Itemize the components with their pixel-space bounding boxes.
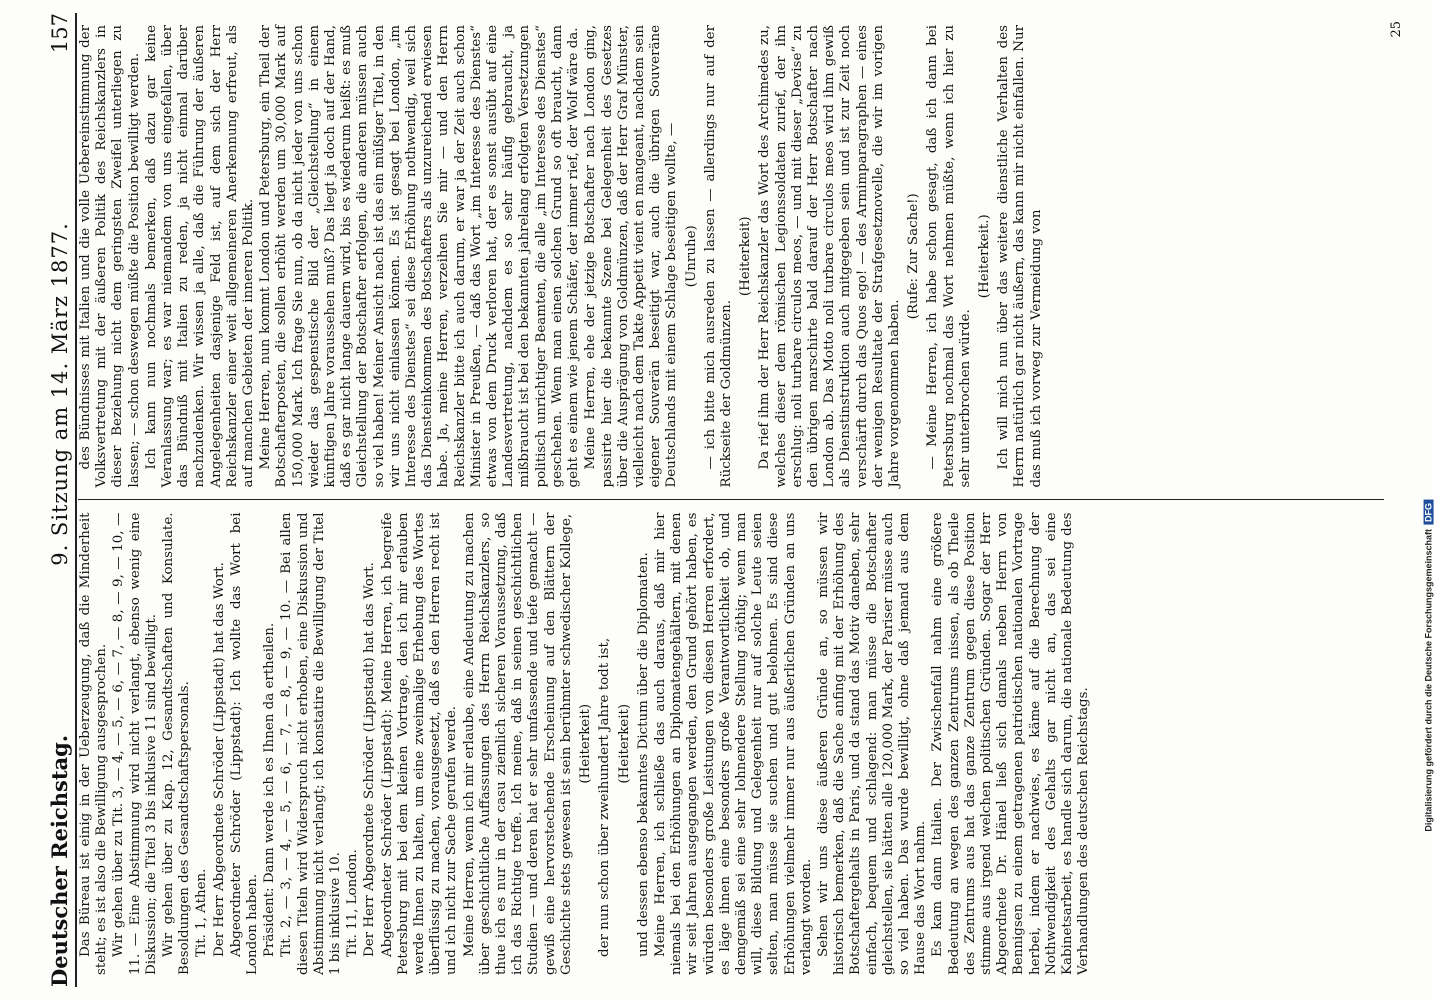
paragraph: (Heiterkeit)	[738, 216, 754, 297]
paragraph: Tit. 2, — 3, — 4, — 5, — 6, — 7, — 8, — 9, — 10. — Bei allen diesen Titeln wird Widerspruch nicht erhoben, eine Diskussion und Abstimmung nicht verlangt; ich konstatire die Bewilligung der Titel 1 bis inklusive 10.	[279, 512, 344, 975]
running-header	[32, 13, 77, 987]
paragraph: Tit. 11, London.	[345, 849, 361, 957]
paragraph: Tit. 1, Athen.	[194, 868, 210, 957]
digitization-credit	[1405, 0, 1433, 1000]
paragraph: Das Büreau ist einig in der Ueberzeugung, daß die Minderheit steht; es ist also die Bewilligung ausgesprochen.	[78, 512, 110, 975]
page-number: 157	[48, 13, 72, 54]
paragraph: Ich kann nun nochmals bemerken, daß dazu gar keine Veranlassung war; es war niemandem von uns eingefallen, über das Bündniß mit Italien zu reden, ja nicht einmal darüber nachzudenken. Wir wissen ja alle, daß die Führung der äußeren Angelegenheiten dasjenige Feld ist, auf dem sich der Herr Reichskanzler einer weit allgemeineren Anerkennung erfreut, als auf manchen Gebieten der inneren Politik.	[143, 25, 257, 488]
paragraph: Abgeordneter Schröder (Lippstadt): Meine Herren, ich begreife Petersburg mit bei dem kleinen Vortrage, den ich mir erlauben werde Ihnen zu halten, um eine zweimalige Erhebung des Wortes überflüssig zu machen, vorausgesetzt, daß es den Herren recht ist und ich nicht zur Sache gerufen werde.	[379, 512, 460, 975]
paragraph: (Unruhe)	[683, 225, 699, 288]
rotated-page-content	[26, 5, 1406, 995]
paragraph: Präsident: Dann werde ich es Ihnen da ertheilen.	[262, 622, 278, 957]
paragraph: Da rief ihm der Herr Reichskanzler das Wort des Archimedes zu, welches dieser dem römischen Legionssoldaten zurief, der ihn erschlug: noli turbare circulos meos, — und mit dieser „Devise“ zu den übrigen marschirte bald darauf der Herr Botschafter nach London ab. Das Motto noli turbare circulos meos wird ihm gewiß als Dienstinstruktion auch mitgegeben sein und ist zur Zeit noch verschärft durch das Quos ego! — des Armimparagraphen — eines der wenigen Resultate der Strafgesetznovelle, die wir im vorigen Jahre vorgenommen haben.	[757, 25, 902, 488]
paragraph: Wir gehen über zu Kap. 12, Gesandtschaften und Konsulate. Besoldungen des Gesandtschaftspersonals.	[161, 512, 193, 975]
paragraph: Meine Herren, nun kommt London und Petersburg, ein Theil der Botschafterposten, die sollen erhöht werden um 30,000 Mark auf 150,000 Mark. Ich frage Sie nun, ob da nicht jeder von uns schon wieder das gespenstische Bild der „Gleichstellung“ in einem künftigen Jahre voraussehen muß? Das liegt ja doch auf der Hand, daß es gar nicht lange dauern wird, bis es wiederum heißt: es muß Gleichstellung der Botschafter erfolgen, die anderen müssen auch so viel haben! Meiner Ansicht nach ist das ein müßiger Titel, in den wir uns nicht einlassen können. Es ist gesagt bei London, „im Interesse des Dienstes“ sei diese Erhöhung nothwendig, weil sich das Diensteinkommen des Botschafters als unzureichend erwiesen habe. Ja, meine Herren, verzeihen Sie mir — und den Herrn Reichskanzler bitte ich auch darum, er war ja der Zeit auch schon Minister in Preußen, — daß das Wort „im Interesse des Dienstes“ etwas von dem Druck verloren hat, der es sonst ausübt auf eine Landesvertretung, nachdem es so sehr häufig gebraucht, ja mißbraucht ist bei den bekannten jahrelang erfolgten Versetzungen politisch unrichtiger Beamten, die alle „im Interesse des Dienstes“ geschehen. Wenn man einen solchen Grund so oft braucht, dann geht es einem wie jenem Schäfer, der immer rief, der Wolf wäre da.	[258, 25, 582, 488]
paragraph: Meine Herren, ehe der jetzige Botschafter nach London ging, passirte hier die bekannte Szene bei Gelegenheit des Gesetzes über die Ausprägung von Goldmünzen, daß der Herr Graf Münster, vielleicht nach dem Takte Appetit vient en mangeant, nachdem sein eigener Souverän beseitigt war, auch die übrigen Souveräne Deutschlands mit einem Schlage beseitigen wollte, —	[583, 25, 680, 488]
credit-text: Digitalisierung gefördert durch die Deutsche Forschungsgemeinschaft	[1424, 529, 1434, 832]
left-column	[78, 501, 1384, 988]
paragraph: (Heiterkeit.)	[976, 214, 992, 299]
paragraph: Abgeordneter Schröder (Lippstadt): Ich wollte das Wort bei London haben.	[228, 512, 261, 975]
paragraph: Ich will mich nun über das weitere dienstliche Verhalten des Herrn natürlich gar nicht äußern, das kann mir nicht einfallen. Nur das muß ich vorweg zur Vermeidung von	[996, 25, 1044, 488]
paragraph: und dessen ebenso bekanntes Dictum über die Diplomaten.	[635, 552, 651, 957]
paragraph: Der Herr Abgeordnete Schröder (Lippstadt) hat das Wort.	[211, 562, 227, 957]
paragraph: Der Herr Abgeordnete Schröder (Lippstadt) hat das Wort.	[362, 562, 378, 957]
paragraph: Sehen wir uns diese äußeren Gründe an, so müssen wir historisch bemerken, daß die Sache anfing mit der Erhöhung des Botschaftergehalts in Paris, und da stand das Motiv daneben, sehr einfach, bequem und schlagend: man müsse die Botschafter gleichstellen, sie hätten alle 120,000 Mark, der Pariser müsse auch so viel haben. Das wurde bewilligt, ohne daß jemand aus dem Hause das Wort nahm.	[815, 512, 929, 975]
right-column	[78, 13, 1384, 501]
paragraph: der nun schon über zweihundert Jahre todt ist,	[597, 637, 613, 957]
paragraph: Wir gehen über zu Tit. 3, — 4, — 5, — 6, — 7, — 8, — 9, — 10, — 11. — Eine Abstimmung wird nicht verlangt, ebenso wenig eine Diskussion; die Titel 3 bis inklusive 11 sind bewilligt.	[111, 512, 159, 975]
paragraph: — Meine Herren, ich habe schon gesagt, daß ich dann bei Petersburg nochmal das Wort nehmen müßte, wenn ich hier zu sehr unterbrochen würde.	[925, 25, 973, 488]
paragraph: — ich bitte mich ausreden zu lassen — allerdings nur auf der Rückseite der Goldmünzen.	[702, 25, 734, 488]
paragraph: (Rufe: Zur Sache!)	[906, 193, 922, 320]
dfg-logo: DFG	[1424, 500, 1434, 525]
signature-mark: 25	[1389, 21, 1404, 38]
paragraph: des Bündnisses mit Italien und die volle Uebereinstimmung der Volksvertretung mit der äußeren Politik des Reichskanzlers in dieser Beziehung nicht dem geringsten Zweifel unterliegen zu lassen; — schon deswegen müßte die Position bewilligt werden.	[78, 25, 142, 488]
text-columns	[78, 13, 1384, 987]
publication-title: Deutscher Reichstag.	[47, 734, 72, 987]
paragraph: Meine Herren, wenn ich mir erlaube, eine Andeutung zu machen über geschichtliche Auffassungen des Herrn Reichskanzlers, so thue ich es nur in der casu ziemlich sicheren Voraussetzung, daß ich das Richtige treffe. Ich meine, daß in seinen geschichtlichen Studien — und deren hat er sehr umfassende und tiefe gemacht — gewiß eine hervorstechende Erscheinung auf den Blättern der Geschichte stets gewesen ist sein berühmter schwedischer Kollege,	[461, 512, 574, 975]
paragraph: Meine Herren, ich schließe das auch daraus, daß mir hier niemals bei den Erhöhungen an Diplomatengehältern, mit denen wir seit Jahren ausgegangen werden, den Grund gehört haben, es würden besonders große Leistungen von diesen Herren erfordert, es läge ihnen eine besonders große Verantwortlichkeit ob, und demgemäß sei eine sehr lohnendere Stellung nöthig; wenn man will, diese Bildung und Gelegenheit nur auf solche Leute seien selten, man müsse sie suchen und gut belohnen. Es sind diese Erhöhungen vielmehr immer nur aus äußerlichen Gründen an uns verlangt worden.	[652, 512, 814, 975]
paragraph: (Heiterkeit)	[578, 703, 594, 784]
paragraph: (Heiterkeit)	[616, 703, 632, 784]
session-title: 9. Sitzung am 14. März 1877.	[48, 222, 72, 566]
paragraph: Es kam dann Italien. Der Zwischenfall nahm eine größere Bedeutung an wegen des ganzen Zentrums nissen, als ob Theile des Zentrums aus hat das ganze Zentrum gegen diese Position stimme aus irgend welchen politischen Gründen. Sogar der Herr Abgeordnete Dr. Hänel ließ sich damals neben Herrn von Bennigsen zu einem getragenen patriotischen nationalen Vortrage herbei, indem er nachwies, es käme auf die Berechnung der Nothwendigkeit des Gehalts gar nicht an, das sei eine Kabinetsarbeit, es handle sich darum, die nationale Bedeutung des Verhandlungen des deutschen Reichstags.	[930, 512, 1092, 975]
